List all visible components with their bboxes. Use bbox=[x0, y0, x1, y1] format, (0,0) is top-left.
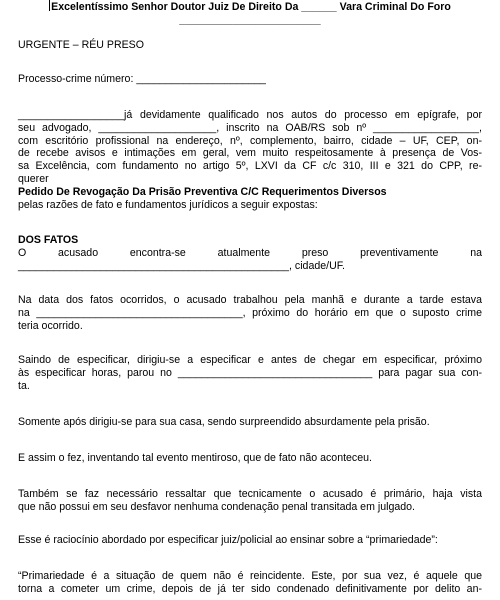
addressee-header bbox=[18, 0, 482, 27]
facts-heading: DOS FATOS bbox=[18, 234, 79, 246]
word: encontra-se bbox=[129, 246, 186, 259]
facts-paragraph-3 bbox=[18, 354, 482, 392]
process-number: Processo-crime número: ______________________ bbox=[18, 73, 266, 85]
facts-p1-line2: ______________________________________________, cidade/UF. bbox=[18, 259, 345, 272]
facts-line: na ___________________________________, próximo do horário em que o suposto crime bbox=[18, 306, 482, 319]
quote-line: “Primariedade é a situação de quem não é reincidente. Este, por sua vez, é aquele que bbox=[18, 570, 482, 582]
word: acusado bbox=[58, 246, 99, 259]
facts-line: teria ocorrido. bbox=[18, 319, 83, 332]
text-cursor bbox=[49, 0, 50, 11]
quote-paragraph bbox=[18, 570, 482, 596]
word: atualmente bbox=[217, 246, 271, 259]
facts-paragraph-4: Somente após dirigiu-se para sua casa, sendo surpreendido absurdamente pela prisão. bbox=[18, 416, 430, 428]
word: na bbox=[470, 246, 482, 259]
facts-paragraph-5: E assim o fez, inventando tal evento mentiroso, que de fato não aconteceu. bbox=[18, 452, 372, 464]
facts-line: Também se faz necessário ressaltar que tecnicamente o acusado é primário, haja vista bbox=[18, 488, 482, 500]
intro-line: sa Excelência, com fundamento no artigo 5º, LXVI da CF c/c 310, III e 321 do CPP, re- bbox=[18, 160, 482, 173]
urgency-notice: URGENTE – RÉU PRESO bbox=[18, 39, 144, 51]
intro-line: querer bbox=[18, 172, 49, 185]
addressee-line-2: ________________________ bbox=[179, 13, 321, 26]
facts-line: Na data dos fatos ocorridos, o acusado trabalhou pela manhã e durante a tarde estava bbox=[18, 294, 482, 306]
intro-line: __________________já devidamente qualificado nos autos do processo em epígrafe, por bbox=[18, 109, 482, 121]
facts-p1-line1 bbox=[18, 247, 482, 260]
word: preventivamente bbox=[360, 246, 439, 259]
facts-line: Saindo de especificar, dirigiu-se a especificar e antes de chegar em especificar, próximo bbox=[18, 354, 482, 366]
quote-line: torna a cometer um crime, depois de já ter sido condenado definitivamente por delito an- bbox=[18, 582, 482, 595]
intro-line: seu advogado, ____________________, inscrito na OAB/RS sob nº __________________, bbox=[18, 121, 482, 134]
intro-line: de recebe avisos e intimações em geral, vem muito respeitosamente à presença de Vos- bbox=[18, 147, 482, 160]
facts-line: ta. bbox=[18, 379, 30, 392]
intro-closing: pelas razões de fato e fundamentos jurídicos a seguir expostas: bbox=[18, 198, 318, 211]
facts-line: que não possui em seu desfavor nenhuma condenação penal transitada em julgado. bbox=[18, 500, 415, 513]
intro-line: com escritório profissional na endereço, nº, complemento, bairro, cidade – UF, CEP, on- bbox=[18, 134, 482, 147]
facts-paragraph-7: Esse é raciocínio abordado por especificar juiz/policial ao ensinar sobre a “primariedade”: bbox=[18, 534, 438, 546]
word: preso bbox=[301, 246, 329, 259]
facts-section bbox=[18, 234, 482, 272]
facts-paragraph-6 bbox=[18, 488, 482, 514]
intro-paragraph bbox=[18, 109, 482, 211]
facts-line: às especificar horas, parou no _________________________________ para pagar sua con- bbox=[18, 366, 482, 379]
addressee-line-1: Excelentíssimo Senhor Doutor Juiz De Direito Da ______ Vara Criminal Do Foro bbox=[51, 1, 451, 13]
facts-paragraph-2 bbox=[18, 294, 482, 332]
petition-title: Pedido De Revogação Da Prisão Preventiva C/C Requerimentos Diversos bbox=[18, 185, 387, 198]
word: O bbox=[18, 246, 27, 259]
